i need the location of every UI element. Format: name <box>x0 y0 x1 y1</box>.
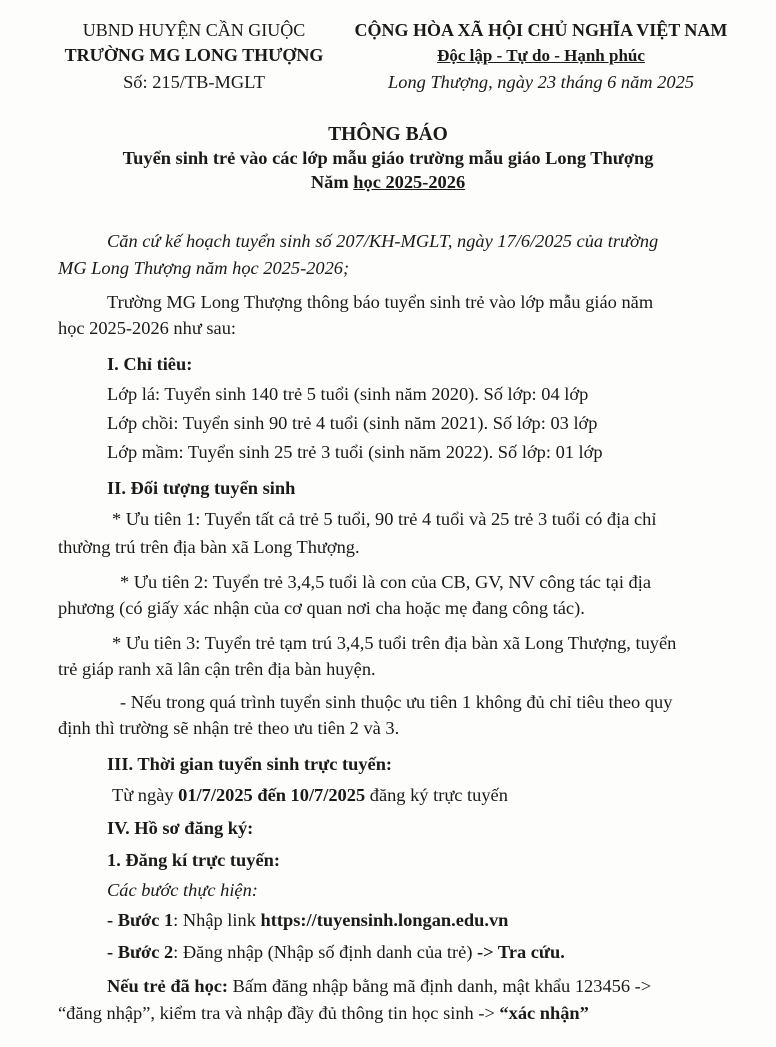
fallback-line1: - Nếu trong quá trình tuyển sinh thuộc ưu tiên 1 không đủ chỉ tiêu theo quy <box>120 692 673 712</box>
place-date: Long Thượng, ngày 23 tháng 6 năm 2025 <box>388 72 694 92</box>
quota-item: Lớp lá: Tuyển sinh 140 trẻ 5 tuổi (sinh năm 2020). Số lớp: 04 lớp <box>107 384 589 404</box>
period-dates: 01/7/2025 đến 10/7/2025 <box>178 785 366 805</box>
notice-subtitle: Tuyển sinh trẻ vào các lớp mẫu giáo trường mẫu giáo Long Thượng <box>122 148 654 168</box>
section1-heading: I. Chỉ tiêu: <box>107 354 193 374</box>
period-prefix: Từ ngày <box>112 785 179 805</box>
section4-heading: IV. Hồ sơ đăng ký: <box>107 818 254 838</box>
org-line2: TRƯỜNG MG LONG THƯỢNG <box>64 45 324 65</box>
section3-heading: III. Thời gian tuyển sinh trực tuyến: <box>107 754 393 774</box>
section2-heading: II. Đối tượng tuyển sinh <box>107 478 296 498</box>
studied-text: Bấm đăng nhập bằng mã định danh, mật khẩu 123456 -> <box>228 976 652 996</box>
step1-text: : Nhập link <box>173 910 261 930</box>
country-line1: CỘNG HÒA XÃ HỘI CHỦ NGHĨA VIỆT NAM <box>354 20 728 40</box>
steps-label: Các bước thực hiện: <box>107 880 258 900</box>
step2-action: -> Tra cứu. <box>477 942 565 962</box>
step1-label: - Bước 1 <box>107 910 174 930</box>
country-line2-wrap <box>332 46 750 66</box>
studied-line1 <box>107 976 651 997</box>
notice-heading: THÔNG BÁO <box>328 124 448 145</box>
basis-line2: MG Long Thượng năm học 2025-2026; <box>58 258 350 278</box>
priority2-line1: * Ưu tiên 2: Tuyển trẻ 3,4,5 tuổi là con của CB, GV, NV công tác tại địa <box>120 572 652 592</box>
quota-item: Lớp chồi: Tuyển sinh 90 trẻ 4 tuổi (sinh năm 2021). Số lớp: 03 lớp <box>107 413 598 433</box>
priority1-line2: thường trú trên địa bàn xã Long Thượng. <box>58 537 360 557</box>
step2-label: - Bước 2 <box>107 942 174 962</box>
online-registration-heading: 1. Đăng kí trực tuyến: <box>107 850 280 870</box>
step1 <box>107 910 508 931</box>
doc-number: Số: 215/TB-MGLT <box>123 72 265 92</box>
fallback-line2: định thì trường sẽ nhận trẻ theo ưu tiên 2 và 3. <box>58 718 400 738</box>
priority3-line2: trẻ giáp ranh xã lân cận trên địa bàn huyện. <box>58 659 376 679</box>
step2-text: : Đăng nhập (Nhập số định danh của trẻ) <box>173 942 478 962</box>
announce-line2: học 2025-2026 như sau: <box>58 318 237 338</box>
notice-year-underlined: học 2025-2026 <box>353 172 466 192</box>
org-line1: UBND HUYỆN CẦN GIUỘC <box>82 20 306 40</box>
priority1-line1: * Ưu tiên 1: Tuyển tất cả trẻ 5 tuổi, 90 trẻ 4 tuổi và 25 trẻ 3 tuổi có địa chỉ <box>112 509 657 529</box>
notice-year-prefix: Năm <box>310 172 354 192</box>
step2 <box>107 942 565 963</box>
announce-line1: Trường MG Long Thượng thông báo tuyển sinh trẻ vào lớp mẫu giáo năm <box>107 292 654 312</box>
registration-link[interactable]: https://tuyensinh.longan.edu.vn <box>260 910 509 930</box>
priority2-line2: phương (có giấy xác nhận của cơ quan nơi cha hoặc mẹ đang công tác). <box>58 598 585 618</box>
studied-line2-text: “đăng nhập”, kiểm tra và nhập đầy đủ thông tin học sinh -> <box>58 1003 500 1023</box>
confirm-text: “xác nhận” <box>499 1003 589 1023</box>
period-suffix: đăng ký trực tuyến <box>365 785 508 805</box>
country-line2: Độc lập - Tự do - Hạnh phúc <box>437 46 645 65</box>
basis-line1: Căn cứ kế hoạch tuyển sinh số 207/KH-MGLT, ngày 17/6/2025 của trường <box>107 231 659 251</box>
studied-label: Nếu trẻ đã học: <box>107 976 229 996</box>
priority3-line1: * Ưu tiên 3: Tuyển trẻ tạm trú 3,4,5 tuổi trên địa bàn xã Long Thượng, tuyển <box>112 633 677 653</box>
studied-line2 <box>58 1003 589 1024</box>
notice-year <box>0 172 776 193</box>
quota-item: Lớp mầm: Tuyển sinh 25 trẻ 3 tuổi (sinh năm 2022). Số lớp: 01 lớp <box>107 442 603 462</box>
registration-period <box>112 785 508 806</box>
